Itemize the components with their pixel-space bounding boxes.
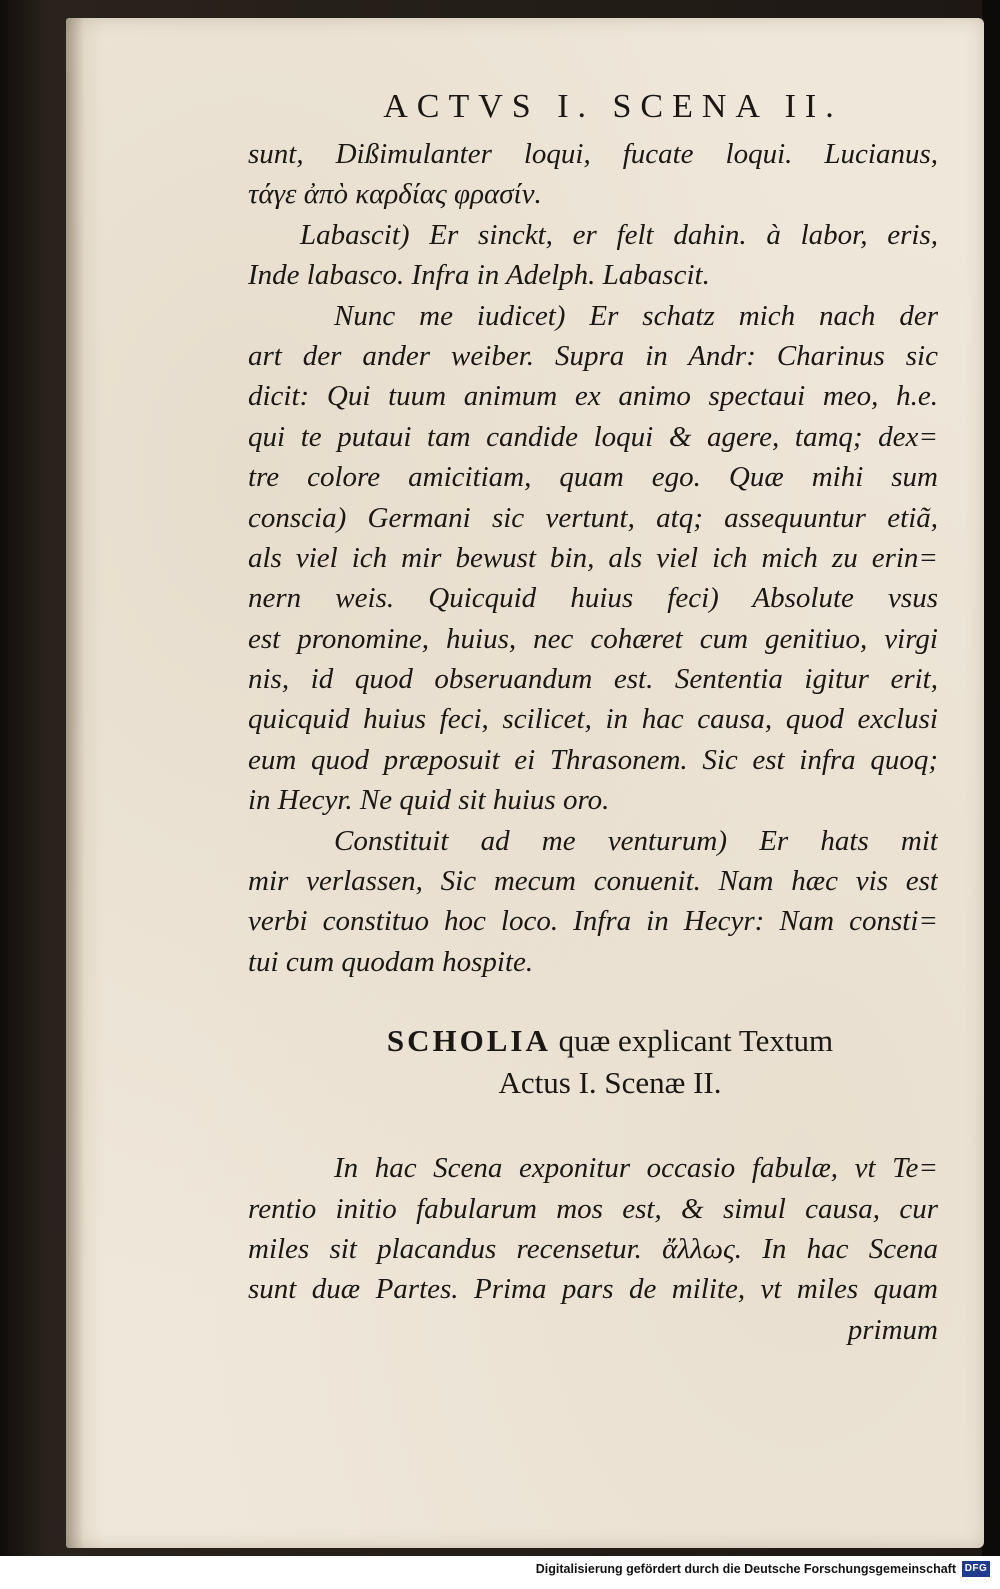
text-line: eum quod præposuit ei Thrasonem. Sic est infra quoq;	[248, 743, 938, 776]
scholia-heading-rest: quæ explicant Textum	[558, 1023, 834, 1059]
text-line: nis, id quod obseruandum est. Sententia igitur erit,	[248, 663, 938, 696]
text-line: verbi constituo hoc loco. Infra in Hecyr: Nam consti=	[248, 905, 938, 938]
text-line: quicquid huius feci, scilicet, in hac causa, quod exclusi	[248, 703, 938, 736]
text-line: Nunc me iudicet) Er schatz mich nach der	[334, 299, 938, 332]
text-line: est pronomine, huius, nec cohæret cum genitiuo, virgi	[248, 622, 938, 655]
scholia-subheading: Actus I. Scenæ II.	[498, 1065, 722, 1101]
scholia-line: miles sit placandus recensetur. ἄλλως. In hac Scena	[248, 1232, 938, 1265]
text-line: art der ander weiber. Supra in Andr: Charinus sic	[248, 339, 938, 372]
running-header: ACTVS I. SCENA II.	[383, 88, 843, 125]
catchword: primum	[847, 1313, 938, 1346]
page-text	[248, 88, 938, 1350]
dfg-logo-icon: DFG	[962, 1561, 990, 1577]
text-line: dicit: Qui tuum animum ex animo spectaui meo, h.e.	[248, 380, 938, 413]
text-line: tui cum quodam hospite.	[248, 945, 534, 978]
scholia-heading	[248, 1020, 938, 1062]
funding-notice: Digitalisierung gefördert durch die Deutsche Forschungsgemeinschaft	[535, 1562, 956, 1576]
text-line: mir verlassen, Sic mecum conuenit. Nam hæc vis est	[248, 865, 938, 898]
scholia-line: sunt duæ Partes. Prima pars de milite, vt miles quam	[248, 1273, 938, 1306]
text-line: in Hecyr. Ne quid sit huius oro.	[248, 784, 610, 817]
text-line: τάγε ἀπὸ καρδίας φρασίν.	[248, 178, 542, 211]
text-line: als viel ich mir bewust bin, als viel ich mich zu erin=	[248, 541, 938, 574]
text-line: Constituit ad me venturum) Er hats mit	[334, 824, 938, 857]
text-line: conscia) Germani sic vertunt, atq; assequuntur etiã,	[248, 501, 938, 534]
gutter-shadow	[66, 18, 84, 1548]
text-line: Inde labasco. Infra in Adelph. Labascit.	[248, 259, 710, 292]
section-gap	[248, 1104, 938, 1148]
text-line: Labascit) Er sinckt, er felt dahin. à labor, eris,	[300, 218, 938, 251]
text-line: nern weis. Quicquid huius feci) Absolute vsus	[248, 582, 938, 615]
section-gap	[248, 982, 938, 1020]
scholia-line: In hac Scena exponitur occasio fabulæ, vt Te=	[334, 1152, 938, 1185]
scholia-line: rentio initio fabularum mos est, & simul causa, cur	[248, 1192, 938, 1225]
text-line: tre colore amicitiam, quam ego. Quæ mihi sum	[248, 461, 938, 494]
text-line: qui te putaui tam candide loqui & agere, tamq; dex=	[248, 420, 938, 453]
scan-edge-strip	[982, 0, 1000, 1556]
digitization-footer	[0, 1556, 1000, 1589]
text-line: sunt, Dißimulanter loqui, fucate loqui. Lucianus,	[248, 138, 938, 170]
scholia-heading-caps: SCHOLIA	[386, 1023, 551, 1059]
